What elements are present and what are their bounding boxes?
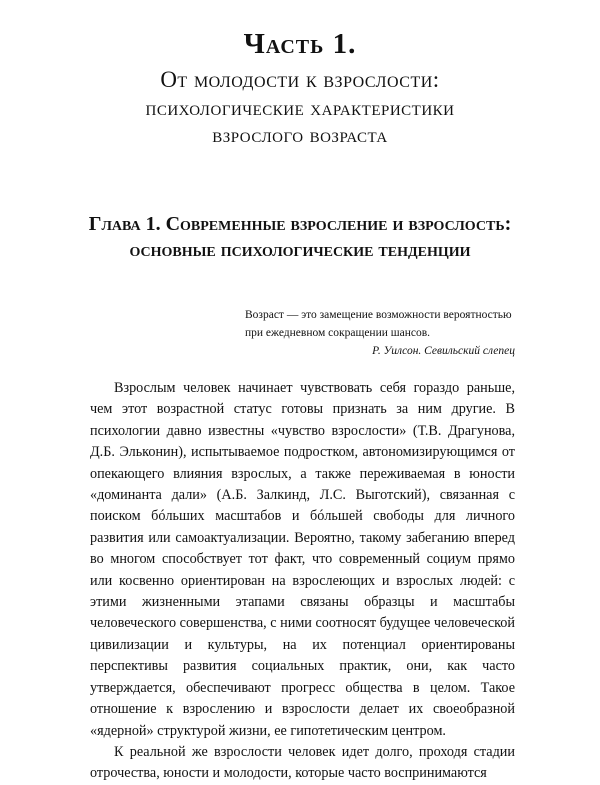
part-subtitle-line-3: взрослого возраста	[212, 122, 388, 147]
chapter-title-line-2: основные психологические тенденции	[129, 239, 471, 261]
part-title: Часть 1.	[243, 28, 357, 60]
paragraph: К реальной же взрослости человек идет долго, проходя стадии отрочества, юности и молодости, которые часто воспринимаются	[90, 743, 515, 782]
body-text	[90, 378, 515, 785]
epigraph-source: Р. Уилсон. Севильский слепец	[372, 345, 515, 357]
part-subtitle-line-2: психологические характеристики	[145, 95, 455, 120]
epigraph-quote: Возраст — это замещение возможности вероятностью при ежедневном сокращении шансов.	[245, 309, 512, 339]
chapter-title-line-1: Глава 1. Современные взросление и взрослость:	[88, 213, 512, 235]
part-subtitle-line-1: От молодости к взрослости:	[160, 67, 440, 92]
paragraph: Взрослым человек начинает чувствовать себя гораздо раньше, чем этот возрастной статус готовы признать за ним другие. В психологии давно известны «чувство взрослости» (Т.В. Драгунова, Д.Б. Эльконин), испытываемое подростком, автономизирующимся от опекающего влияния взрослых, а также переживаемая в юности «доминанта дали» (А.Б. Залкинд, Л.С. Выготский), связанная с поиском бóльших масштабов и бóльшей свободы для личного развития или самоактуализации. Вероятно, такому забеганию вперед во многом способствует тот факт, что современный социум прямо или косвенно ориентирован на взрослеющих и взрослых людей: с этими жизненными этапами связаны образцы и масштабы человеческого совершенства, с ними соотносят будущее человеческой цивилизации и культуры, на их потенциал ориентированы перспективы развития социальных практик, они, как часто утверждается, обеспечивают прогресс общества в целом. Такое отношение к взрослению и взрослости делает их своеобразной «ядерной» структурой жизни, ее гипотетическим центром.	[90, 380, 515, 739]
